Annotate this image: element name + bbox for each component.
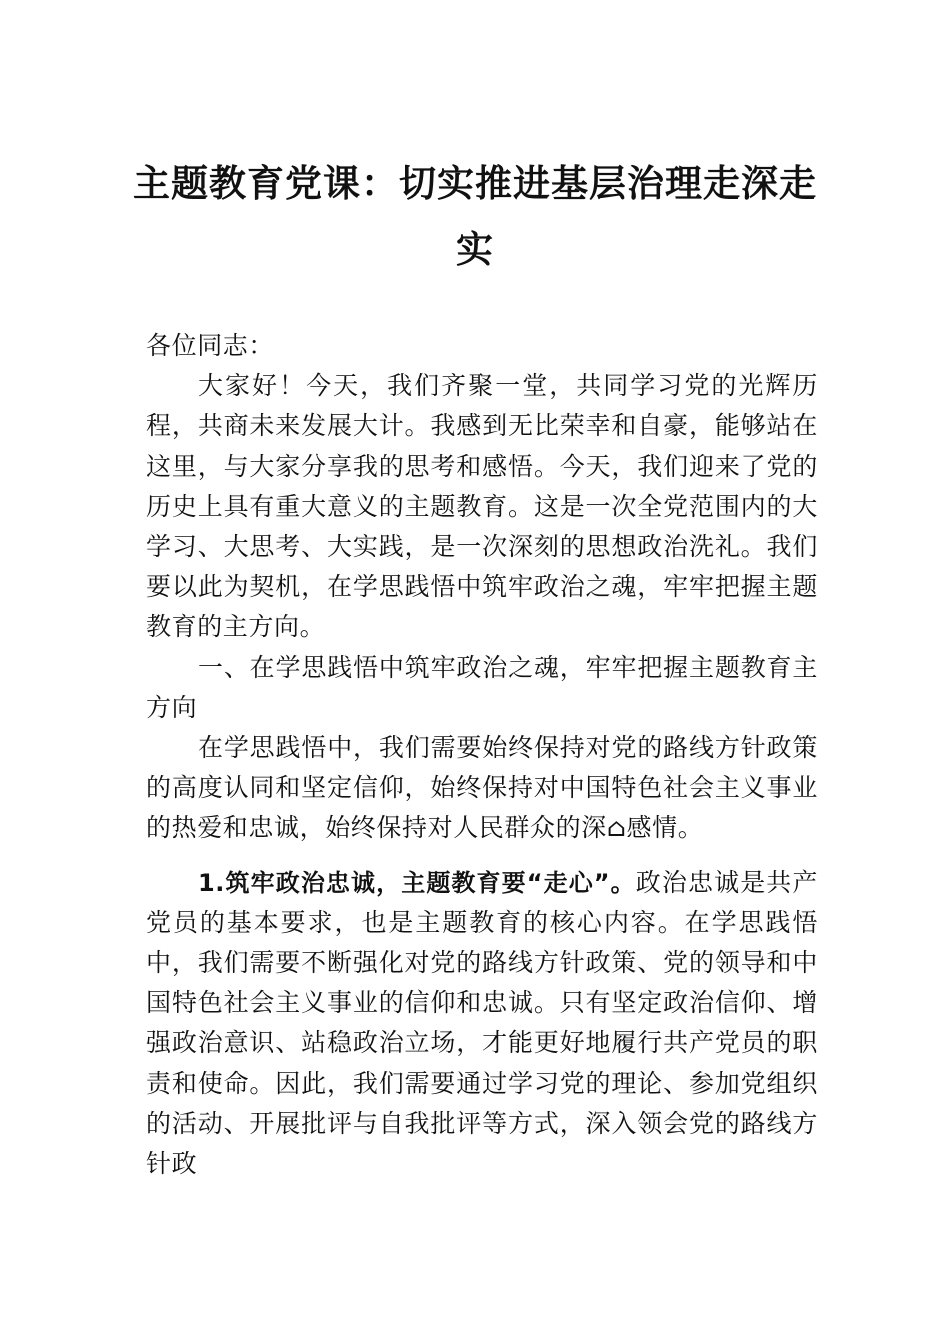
point-1-text: 政治忠诚是共产党员的基本要求，也是主题教育的核心内容。在学思践悟中，我们需要不断强化对党的路线方针政策、党的领导和中国特色社会主义事业的信仰和忠诚。只有坚定政治信仰、增强政治意识、站稳政治立场，才能更好地履行共产党员的职责和使命。因此，我们需要通过学习党的理论、参加党组织的活动、开展批评与自我批评等方式，深入领会党的路线方针政 (146, 867, 819, 1179)
salutation: 各位同志： (146, 331, 275, 360)
opening-paragraph: 大家好！今天，我们齐聚一堂，共同学习党的光辉历程，共商未来发展大计。我感到无比荣幸和自豪，能够站在这里，与大家分享我的思考和感悟。今天，我们迎来了党的历史上具有重大意义的主题教育。这是一次全党范围内的大学习、大思考、大实践，是一次深刻的思想政治洗礼。我们要以此为契机，在学思践悟中筑牢政治之魂，牢牢把握主题教育的主方向。 (146, 371, 818, 642)
section-1-paragraph: 在学思践悟中，我们需要始终保持对党的路线方针政策的高度认同和坚定信仰，始终保持对中国特色社会主义事业的热爱和忠诚，始终保持对人民群众的深⌂感情。 (146, 733, 818, 843)
document-title-line-2: 实 (456, 227, 494, 271)
section-heading-1: 一、在学思践悟中筑牢政治之魂，牢牢把握主题教育主方向 (146, 652, 818, 722)
document-title-line-1: 主题教育党课：切实推进基层治理走深走 (133, 161, 817, 205)
point-1-title: 1.筑牢政治忠诚，主题教育要“走心”。 (198, 868, 636, 897)
document-body (146, 326, 818, 1184)
point-1-paragraph (146, 863, 818, 1185)
